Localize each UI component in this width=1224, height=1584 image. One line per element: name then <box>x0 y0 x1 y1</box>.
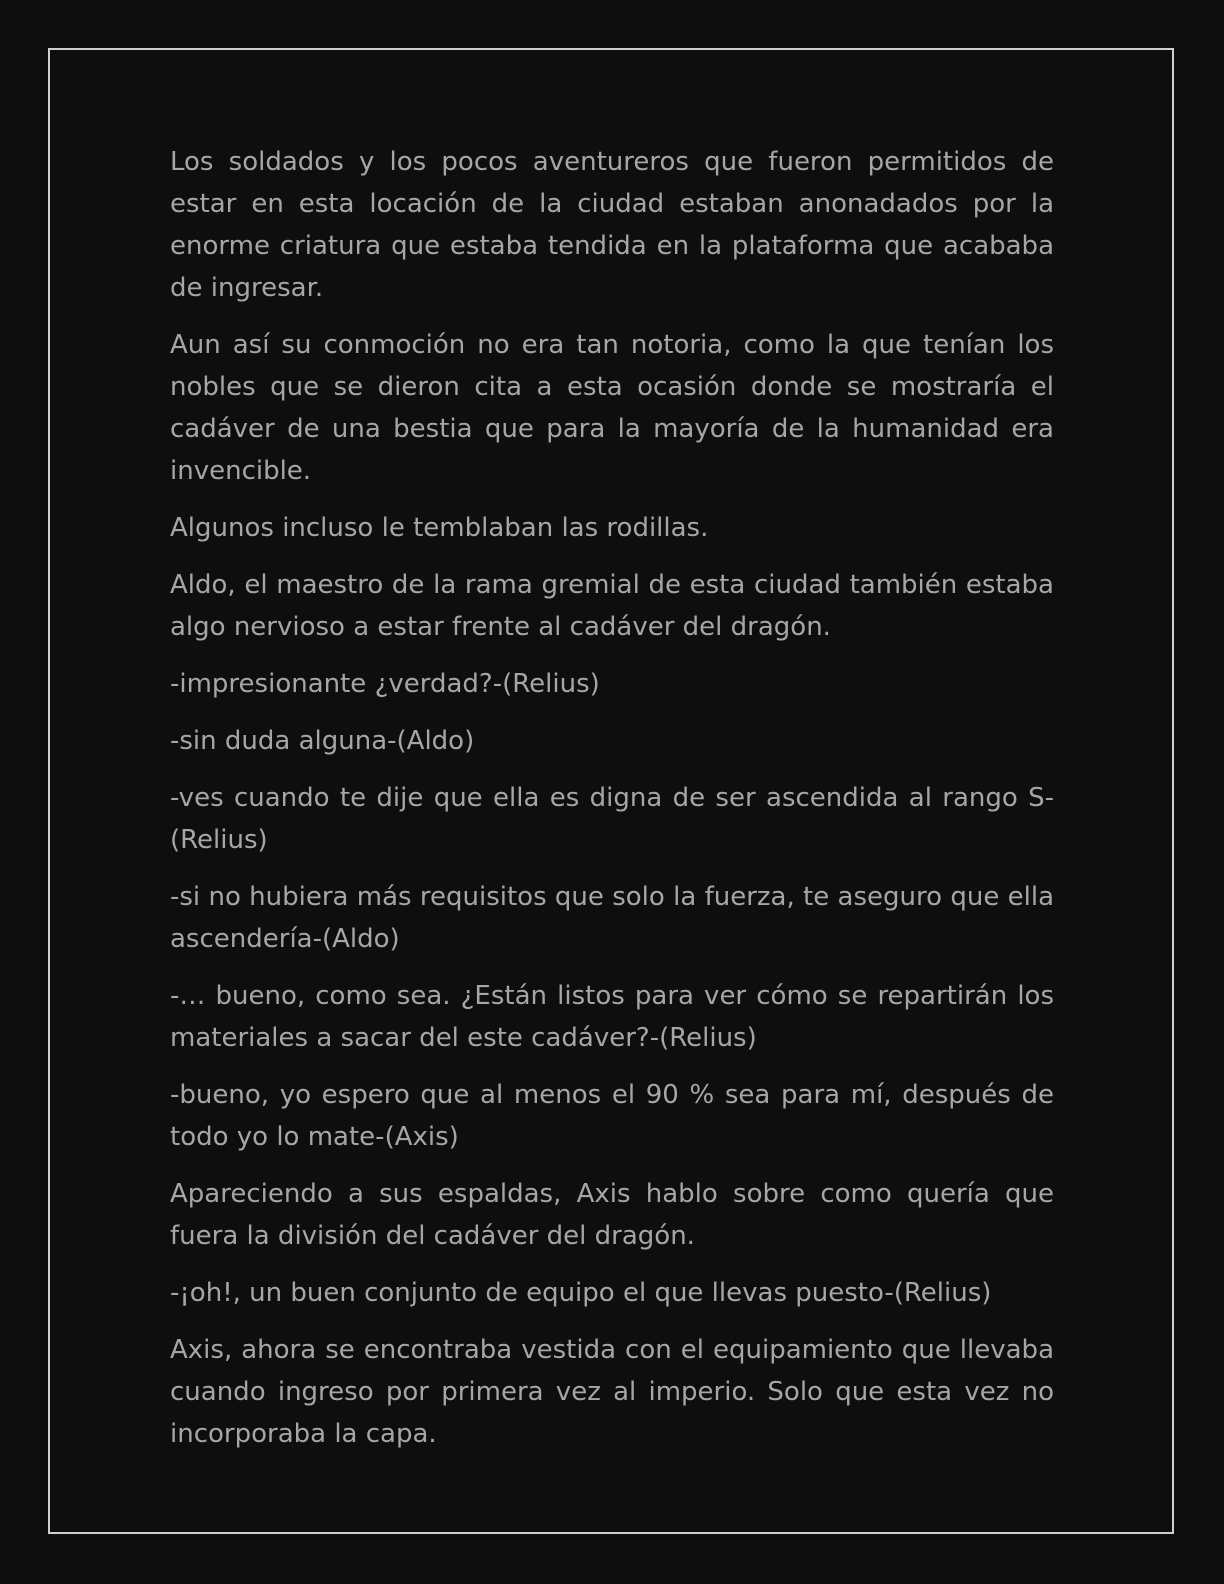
paragraph: Aun así su conmoción no era tan notoria, como la que tenían los nobles que se dieron cita a esta ocasión donde se mostraría el cadáver de una bestia que para la mayoría de la humanidad era invencible. <box>170 330 1054 486</box>
dialogue-line: -ves cuando te dije que ella es digna de ser ascendida al rango S-(Relius) <box>170 783 1054 855</box>
paragraph: Axis, ahora se encontraba vestida con el equipamiento que llevaba cuando ingreso por primera vez al imperio. Solo que esta vez no incorporaba la capa. <box>170 1335 1054 1449</box>
dialogue-line: -bueno, yo espero que al menos el 90 % sea para mí, después de todo yo lo mate-(Axis) <box>170 1080 1054 1152</box>
dialogue-line: -sin duda alguna-(Aldo) <box>170 726 475 756</box>
paragraph: Aldo, el maestro de la rama gremial de esta ciudad también estaba algo nervioso a estar frente al cadáver del dragón. <box>170 570 1054 642</box>
document-body <box>170 141 1054 1470</box>
dialogue-line: -… bueno, como sea. ¿Están listos para ver cómo se repartirán los materiales a sacar del este cadáver?-(Relius) <box>170 981 1054 1053</box>
paragraph: Los soldados y los pocos aventureros que fueron permitidos de estar en esta locación de la ciudad estaban anonadados por la enorme criatura que estaba tendida en la plataforma que acababa de ingresar. <box>170 147 1054 303</box>
paragraph: Apareciendo a sus espaldas, Axis hablo sobre como quería que fuera la división del cadáver del dragón. <box>170 1179 1054 1251</box>
dialogue-line: -¡oh!, un buen conjunto de equipo el que llevas puesto-(Relius) <box>170 1278 992 1308</box>
paragraph: Algunos incluso le temblaban las rodillas. <box>170 513 709 543</box>
dialogue-line: -si no hubiera más requisitos que solo la fuerza, te aseguro que ella ascendería-(Aldo) <box>170 882 1054 954</box>
dialogue-line: -impresionante ¿verdad?-(Relius) <box>170 669 600 699</box>
